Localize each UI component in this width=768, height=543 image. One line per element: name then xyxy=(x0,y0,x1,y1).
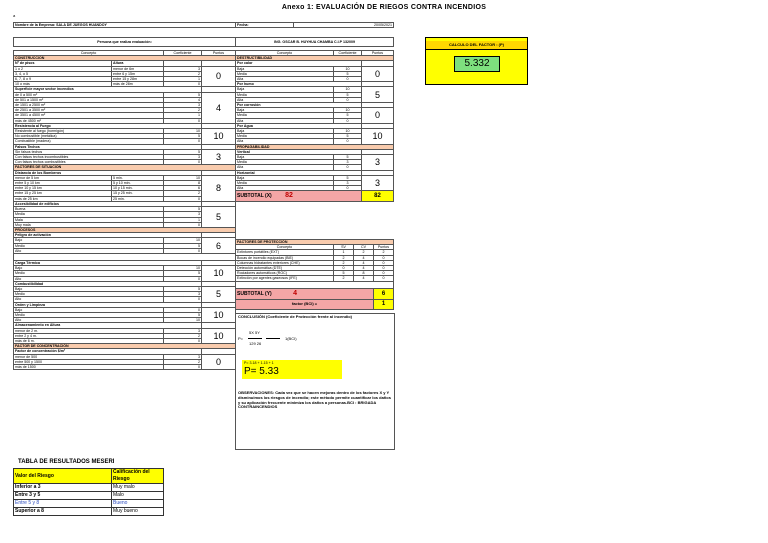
row-coef: 2 xyxy=(164,108,202,113)
row-label: entre 5 y 10 km xyxy=(14,181,112,186)
resistencia-label: Resistencia al Fuego xyxy=(14,123,202,128)
corrosion-points: 0 xyxy=(362,108,394,124)
subtotal-y xyxy=(236,288,374,299)
row-coef: 5 xyxy=(164,286,202,291)
row-coef: 10 xyxy=(334,129,362,134)
calc-factor-box xyxy=(425,37,528,85)
subtotal-x-value: 82 xyxy=(362,191,394,202)
row-label: entre 2 y 4 m. xyxy=(14,333,164,338)
result-small: P= 3.18 + 1.15 + 1 xyxy=(244,361,274,365)
row-label: menor de 2 m. xyxy=(14,328,164,333)
section-proteccion: FACTORES DE PROTECCIÓN xyxy=(236,240,394,245)
pisos-label: Nº de pisos xyxy=(14,61,112,66)
row-label: más de 1500 xyxy=(14,364,164,369)
peligro-label: Peligro de activación xyxy=(14,233,202,238)
row-coef: 0 xyxy=(164,160,202,165)
row-coef: 5 xyxy=(164,92,202,97)
row-coef: 10 xyxy=(164,318,202,323)
row-label: Media xyxy=(236,181,334,186)
horizontal-points: 3 xyxy=(362,175,394,191)
section-concentracion: FACTOR DE CONCENTRACIÓN xyxy=(14,344,236,349)
section-construccion: CONSTRUCCION xyxy=(14,56,236,61)
row-coef: 8 xyxy=(164,181,202,186)
almac-points: 10 xyxy=(202,328,236,344)
row-coef: 3 xyxy=(164,155,202,160)
row-coef: 0 xyxy=(164,222,202,227)
pisos-points: 0 xyxy=(202,66,236,87)
row-label: Buena xyxy=(14,207,164,212)
accesibilidad-label: Accesibilidad de edificios xyxy=(14,201,202,206)
subtotal-x-label: SUBTOTAL (X) xyxy=(237,193,272,200)
row-label: Combustible (madera) xyxy=(14,139,164,144)
horizontal-label: Horizontal xyxy=(236,170,362,175)
row-label: Baja xyxy=(236,66,334,71)
row-label: Media xyxy=(236,160,334,165)
prot-points: 0 xyxy=(374,260,394,265)
row-coef: 10 xyxy=(164,175,202,180)
row-coef: 5 xyxy=(334,92,362,97)
conclusion-panel xyxy=(235,313,395,450)
row-coef: 10 xyxy=(334,108,362,113)
falsos-points: 3 xyxy=(202,149,236,165)
meseri-value: Entre 5 y 8 xyxy=(14,500,112,508)
subtotal-x-mid: 82 xyxy=(285,192,293,200)
row-label: Alto xyxy=(14,318,164,323)
row-label: Baja xyxy=(236,175,334,180)
altura-label: Altura xyxy=(112,61,164,66)
row-label: Bajo xyxy=(14,286,164,291)
row-coef: 0 xyxy=(164,82,202,87)
calc-factor-title: CALCULO DEL FACTOR : (P) xyxy=(426,41,527,50)
row-coef: 0 xyxy=(334,186,362,191)
conc-label: Factor de concentración $/m² xyxy=(14,349,202,354)
row-label: Alta xyxy=(236,139,334,144)
row-coef: 2 xyxy=(164,191,202,196)
row-coef: 2 xyxy=(164,333,202,338)
row-label: de 3501 a 4500 m² xyxy=(14,113,164,118)
row-label: de 1501 a 2500 m² xyxy=(14,103,164,108)
row-coef: 3 xyxy=(164,328,202,333)
meseri-rating: Muy malo xyxy=(112,484,164,492)
prot-label: Extintores portátiles (EXT) xyxy=(236,250,334,255)
humo-label: Por humo xyxy=(236,82,362,87)
row-label: Media xyxy=(236,134,334,139)
row-label: Media xyxy=(236,113,334,118)
meseri-value: Entre 3 y 5 xyxy=(14,492,112,500)
section-procesos: PROCESOS xyxy=(14,227,236,232)
prot-col-puntos: Puntos xyxy=(374,245,394,250)
row-coef: 3 xyxy=(334,181,362,186)
row-label: 5 min. xyxy=(112,175,164,180)
row-coef: 5 xyxy=(334,113,362,118)
fraction-line-1 xyxy=(248,338,262,339)
right-table xyxy=(235,50,394,202)
result-big: P= 5.33 xyxy=(244,366,279,377)
evaluator-table xyxy=(13,37,394,47)
row-label: más de 25 km xyxy=(14,196,112,201)
superficie-label: Superficie mayor sector incendios xyxy=(14,87,202,92)
conc-points: 0 xyxy=(202,354,236,370)
bci-label: factor (BCI) = xyxy=(236,299,374,309)
calor-points: 0 xyxy=(362,66,394,82)
vertical-label: Vertical xyxy=(236,149,362,154)
humo-points: 5 xyxy=(362,87,394,103)
row-label: entre 15 y 25 km xyxy=(14,191,112,196)
fecha-label: Fecha: xyxy=(236,23,294,28)
row-coef: 3 xyxy=(164,66,202,71)
falsos-label: Falsos Techos xyxy=(14,144,202,149)
row-label: 6, 7, 8 o 9 xyxy=(14,77,112,82)
row-coef: 5 xyxy=(164,312,202,317)
row-label: Baja xyxy=(236,155,334,160)
row-coef: 0 xyxy=(334,77,362,82)
row-coef: 5 xyxy=(334,134,362,139)
prot-col-concepto: Concepto xyxy=(236,245,334,250)
prot-cv: 8 xyxy=(354,271,374,276)
meseri-rating: Muy bueno xyxy=(112,508,164,516)
prot-sv: 2 xyxy=(334,260,354,265)
row-label: menor de 500 xyxy=(14,354,164,359)
row-label: Media xyxy=(14,212,164,217)
row-label: Alta xyxy=(236,97,334,102)
orden-label: Orden y Limpieza xyxy=(14,302,202,307)
distancia-label: Distancia de los Bomberos xyxy=(14,170,202,175)
prot-label: Extinción por agentes gaseosos (IFE) xyxy=(236,276,334,281)
row-label: Bajo xyxy=(14,307,164,312)
fecha-value: 20/05/2021 xyxy=(294,23,394,28)
row-coef: 0 xyxy=(164,364,202,369)
row-label: Con falsos techos combustibles xyxy=(14,160,164,165)
peligro-points: 6 xyxy=(202,238,236,254)
calc-factor-value: 5.332 xyxy=(454,56,500,72)
prot-label: Detección automática (DTE) xyxy=(236,266,334,271)
row-label: 10 y 15 min. xyxy=(112,186,164,191)
calor-label: Por calor xyxy=(236,61,362,66)
row-coef: 5 xyxy=(334,155,362,160)
row-coef: 0 xyxy=(334,165,362,170)
row-label: entre 500 y 1500 xyxy=(14,359,164,364)
row-label: Alta xyxy=(236,186,334,191)
row-coef: 0 xyxy=(334,97,362,102)
row-label: Alta xyxy=(236,165,334,170)
row-label: Con falsos techos incombustibles xyxy=(14,155,164,160)
carga-points: 10 xyxy=(202,266,236,282)
row-coef: 5 xyxy=(164,149,202,154)
orden-points: 10 xyxy=(202,307,236,323)
row-coef: 10 xyxy=(164,266,202,271)
row-coef: 0 xyxy=(164,307,202,312)
meseri-value: Superior a 8 xyxy=(14,508,112,516)
agua-label: Por Agua xyxy=(236,123,362,128)
prot-sv: 0 xyxy=(334,266,354,271)
row-label: 5 y 10 min. xyxy=(112,181,164,186)
almac-label: Almacenamiento en Altura xyxy=(14,323,202,328)
row-label: Sin falsos techos xyxy=(14,149,164,154)
row-label: Bajo xyxy=(14,238,164,243)
prot-label: Columnas hidratantes exteriores (CHE) xyxy=(236,260,334,265)
row-label: de 2501 a 3500 m² xyxy=(14,108,164,113)
row-coef: 4 xyxy=(164,97,202,102)
row-label: Media xyxy=(236,92,334,97)
meseri-value: Inferior a 3 xyxy=(14,484,112,492)
prot-cv: 4 xyxy=(354,266,374,271)
row-label: 15 y 25 min. xyxy=(112,191,164,196)
left-table xyxy=(13,50,236,370)
formula-numerators: 5X 5Y xyxy=(249,330,260,335)
row-label: Mala xyxy=(14,217,164,222)
row-label: Baja xyxy=(236,129,334,134)
result-box xyxy=(242,360,342,379)
prot-cv: 2 xyxy=(354,250,374,255)
section-situacion: FACTORES DE SITUACION xyxy=(14,165,236,170)
observations: OBSERVACIONES: Cada vez que se hacen mejoras dentro de los factores X y Y disminuimos los riesgos de incendio; este método permite cuantificar los daños y su aplicación frecuente minimiza los daños a personas.BCI : BRIGADA CONTRAINCENDIOS xyxy=(238,390,391,410)
col-concepto: Concepto xyxy=(14,51,164,56)
formula-bci: 1(BCI) xyxy=(285,336,297,341)
row-label: de 0 a 500 m² xyxy=(14,92,164,97)
prot-col-sv: SV xyxy=(334,245,354,250)
superficie-points: 4 xyxy=(202,92,236,123)
prot-sv: 2 xyxy=(334,276,354,281)
row-label: Muy mala xyxy=(14,222,164,227)
row-coef: 10 xyxy=(164,238,202,243)
distancia-points: 8 xyxy=(202,175,236,201)
row-coef: 5 xyxy=(164,271,202,276)
row-coef: 5 xyxy=(164,134,202,139)
subtotal-y-value: 6 xyxy=(374,288,394,299)
row-coef: 2 xyxy=(164,359,202,364)
evaluator-value: ING. OSCAR B. HUYHUA CHAMBA C.I.P 132009 xyxy=(236,38,394,47)
row-label: Alto xyxy=(14,297,164,302)
fraction-line-2 xyxy=(266,338,280,339)
prot-label: Bocas de incendio equipadas (BIE) xyxy=(236,255,334,260)
prot-points: 2 xyxy=(374,250,394,255)
row-label: Baja xyxy=(236,108,334,113)
row-label: Medio xyxy=(14,312,164,317)
prot-points: 0 xyxy=(374,266,394,271)
section-destructibilidad: DESTRUCTIBILIDAD xyxy=(236,56,394,61)
formula-p: P= xyxy=(238,336,244,341)
conclusion-text: CONCLUSIÓN (Coeficiente de Protección frente al incendio) xyxy=(238,314,353,319)
row-label: entre 15 y 28m xyxy=(112,77,164,82)
row-coef: 0 xyxy=(334,139,362,144)
row-coef: 3 xyxy=(164,212,202,217)
carga-label: Carga Térmica xyxy=(14,260,202,265)
row-coef: 3 xyxy=(334,160,362,165)
row-coef: 10 xyxy=(334,87,362,92)
row-label: 25 min. xyxy=(112,196,164,201)
row-coef: 0 xyxy=(164,248,202,253)
row-coef: 0 xyxy=(164,297,202,302)
col-puntos: Puntos xyxy=(362,51,394,56)
row-coef: 1 xyxy=(164,113,202,118)
row-label: menor de 6m xyxy=(112,66,164,71)
section-propagabilidad: PROPAGABILIDAD xyxy=(236,144,394,149)
meseri-rating: Malo xyxy=(112,492,164,500)
combust-points: 5 xyxy=(202,286,236,302)
row-label: Medio xyxy=(14,271,164,276)
row-label: más de 28m xyxy=(112,82,164,87)
row-label: entre 6 y 15m xyxy=(112,71,164,76)
row-coef: 3 xyxy=(164,292,202,297)
row-coef: 5 xyxy=(164,243,202,248)
row-coef: 5 xyxy=(334,175,362,180)
row-label: Medio xyxy=(14,292,164,297)
row-label: entre 10 y 15 km xyxy=(14,186,112,191)
row-label: Alto xyxy=(14,248,164,253)
prot-points: 0 xyxy=(374,255,394,260)
meseri-h2: Calificación del Riesgo xyxy=(112,469,164,484)
row-coef: 0 xyxy=(164,139,202,144)
row-label: No combustible (metálica) xyxy=(14,134,164,139)
prot-sv: 1 xyxy=(334,250,354,255)
row-label: Alto xyxy=(14,276,164,281)
row-coef: 0 xyxy=(164,118,202,123)
meseri-title: TABLA DE RESULTADOS MESERI xyxy=(18,459,115,465)
proteccion-table xyxy=(235,239,394,310)
col-coef: Coeficiente xyxy=(164,51,202,56)
row-label: Medio xyxy=(14,243,164,248)
row-coef: 1 xyxy=(164,77,202,82)
prot-sv: 5 xyxy=(334,271,354,276)
accesibilidad-points: 5 xyxy=(202,207,236,228)
row-label: Alta xyxy=(236,118,334,123)
row-coef: 5 xyxy=(164,207,202,212)
col-concepto: Concepto xyxy=(236,51,334,56)
combust-label: Combustibilidad xyxy=(14,281,202,286)
row-coef: 3 xyxy=(164,103,202,108)
small-mark: a xyxy=(13,13,16,18)
bci-value: 1 xyxy=(374,299,394,309)
row-label: de 501 a 1500 m² xyxy=(14,97,164,102)
resistencia-points: 10 xyxy=(202,129,236,145)
row-label: 1 o 2 xyxy=(14,66,112,71)
subtotal-y-label: SUBTOTAL (Y) xyxy=(237,290,272,297)
prot-cv: 4 xyxy=(354,260,374,265)
row-coef: 0 xyxy=(334,118,362,123)
page-title: Anexo 1: EVALUACIÓN DE RIEGOS CONTRA INCENDIOS xyxy=(281,4,487,11)
row-label: Baja xyxy=(236,87,334,92)
row-coef: 5 xyxy=(334,71,362,76)
row-coef: 0 xyxy=(164,338,202,343)
agua-points: 10 xyxy=(362,129,394,145)
row-label: Alta xyxy=(236,77,334,82)
row-coef: 2 xyxy=(164,71,202,76)
formula-denominators: 129 26 xyxy=(249,341,262,346)
prot-cv: 4 xyxy=(354,255,374,260)
prot-label: Rociadores automáticos (ROC) xyxy=(236,271,334,276)
row-coef: 1 xyxy=(164,217,202,222)
row-label: menor de 5 km xyxy=(14,175,112,180)
col-puntos: Puntos xyxy=(202,51,236,56)
row-coef: 6 xyxy=(164,186,202,191)
evaluator-label: Persona que realiza evaluación: xyxy=(14,38,236,47)
prot-col-cv: CV xyxy=(354,245,374,250)
prot-points: 0 xyxy=(374,276,394,281)
row-coef: 3 xyxy=(164,354,202,359)
vertical-points: 3 xyxy=(362,155,394,171)
subtotal-y-mid: 4 xyxy=(293,289,298,297)
meseri-h1: Valor del Riesgo xyxy=(14,469,112,484)
row-label: 10 o más xyxy=(14,82,112,87)
row-label: más de 4500 m² xyxy=(14,118,164,123)
prot-points: 0 xyxy=(374,271,394,276)
prot-sv: 2 xyxy=(334,255,354,260)
prot-cv: 4 xyxy=(354,276,374,281)
meseri-table xyxy=(13,468,164,516)
row-label: más de 6 m. xyxy=(14,338,164,343)
row-coef: 0 xyxy=(164,276,202,281)
company-label: Nombre de la Empresa: SALA DE JUEGOS HUANDOY xyxy=(14,23,236,28)
col-coef: Coeficiente xyxy=(334,51,362,56)
meseri-rating: Bueno xyxy=(112,500,164,508)
row-coef: 0 xyxy=(164,196,202,201)
row-coef: 10 xyxy=(164,129,202,134)
corrosion-label: Por corrosión xyxy=(236,103,362,108)
row-label: Resistente al fuego (hormigón) xyxy=(14,129,164,134)
row-label: 3, 4, o 5 xyxy=(14,71,112,76)
row-label: Media xyxy=(236,71,334,76)
header-table xyxy=(13,22,394,28)
subtotal-x xyxy=(236,191,362,202)
row-coef: 10 xyxy=(334,66,362,71)
row-label: Bajo xyxy=(14,266,164,271)
